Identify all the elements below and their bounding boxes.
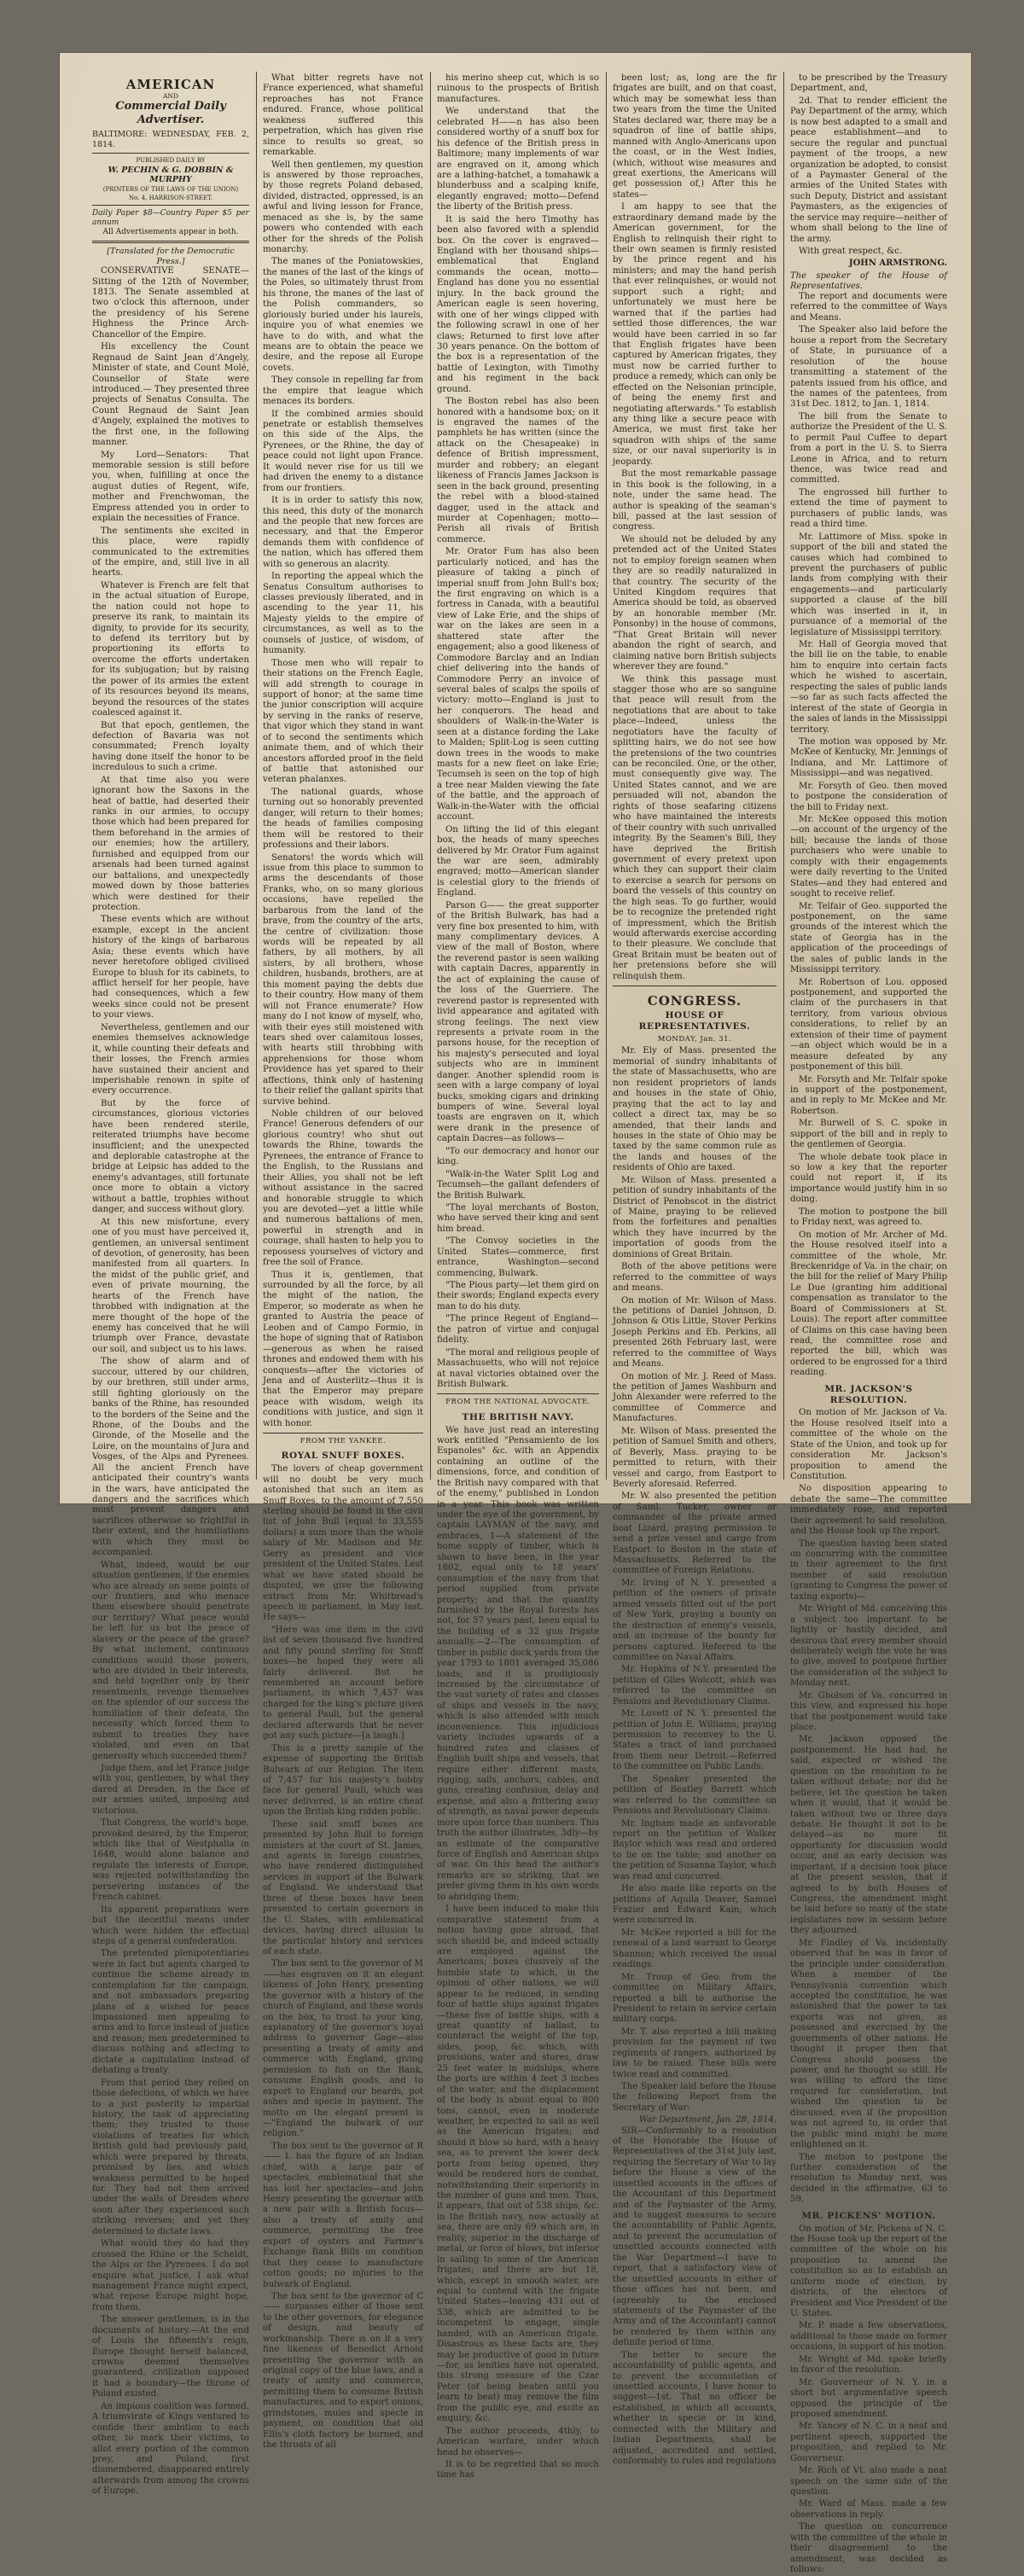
- column-5-body-4: [790, 2224, 947, 2576]
- published-by: PUBLISHED DAILY BY: [136, 157, 206, 165]
- masthead-and: AND: [163, 92, 178, 101]
- paragraph: If the combined armies should penetrate or establish themselves on this side of the Alps, the Pyrenees, or the Rhine, the day of peace could not light upon France. It would never rise for us till we had driven the enemy to a distance from our frontiers.: [263, 409, 423, 493]
- paragraph: What bitter regrets have not France experienced, what shameful reproaches has not France endured. France, whose political weakness suffered this perpetration, which has given rise since to results so great, so remarkable.: [263, 73, 423, 158]
- article-heading: MR. JACKSON'S RESOLUTION.: [824, 1383, 913, 1405]
- column-5-body-2: [790, 292, 947, 1379]
- paragraph: The question having been stated on concurring with the committee in their agreement to the first member of said resolution (granting to Congress the power of taxing exports)—: [790, 1538, 947, 1602]
- paragraph: The box sent to the governor of C—— surpasses either of those sent to the other governors, for elegance of design, and beauty of workmanship. There is on it a very fine likeness of Benedict Arnold presenting the governor with an original copy of the blue laws, and a treaty of amity and commerce, permitting them to consume British manufactures, and to export onions, grindstones, mules and specie in payment, on condition that old Ellis's cloth factory be burned, and the throats of all: [263, 2291, 423, 2451]
- house-heading: HOUSE OF REPRESENTATIVES.: [638, 1010, 751, 1032]
- masthead-subtitle: Commercial Daily Advertiser.: [115, 100, 226, 127]
- paragraph: From that period they relied on those defections, of which we have to a just posterity to impartial history, the task of appreciating them; they trusted to those violations of treaties for which British gold had previously paid, which were prepared by threats, promised by lies, and which weakness permitted to be hoped for. They had not then arrived under the walls of Dresden where soon after they experienced such striking reverses; and yet they determined to dictate laws.: [92, 2078, 249, 2236]
- paragraph: What, indeed, would be our situation gentlemen, if the enemies who are already on some points of our frontiers, and who menace them elsewhere should penetrate our territory? What peace would be left for us but the peace of slavery or the peace of the grave? By what inclement, continuous conditions would those powers, who are divided in their interests, and held together only by their resentments, revenge themselves on the splendor of our success the humiliation of their defeats, the necessity which forced them to submit to treaties they have violated, and even on that generosity which succeeded them?: [92, 1560, 249, 1761]
- paragraph: These events which are without example, except in the ancient history of the kings of barbarous Asia; these events which have never heretofore obliged civilised Europe to blush for its cabinets, to afflict herself for her people, have had consequences, which a few weeks since could not be present to your views.: [92, 915, 249, 1021]
- paragraph: The better to secure the accountability of public agents, and to prevent the accumulation of unsettled accounts, I have honor to suggest—1st. That no officer be established, in which all accounts, whether in specie or in kind, connected with the Military and Indian Departments, shall be adjusted, accredited and settled, conformably to rules and regulations: [613, 2350, 777, 2467]
- divider: [92, 241, 249, 243]
- paragraph: The motion to postpone the further consideration of the resolution to Monday next, was decided in the affirmative, 63 to 59.: [790, 2152, 947, 2205]
- paragraph: It is in order to satisfy this now, this need, this duty of the monarch and the people that new forces are necessary, and that the Emperor demands them with confidence of the nation, which has offered them with so generous an alacrity.: [263, 496, 423, 569]
- paragraph: On motion of Mr. J. Reed of Mass. the petition of James Washburn and John Alexander were referred to the committee of Commerce and Manufactures.: [613, 1371, 777, 1424]
- paragraph: Mr. Wilson of Mass. presented the petition of Samuel Smith and others, of Beverly, Mass. praying to be permitted to return, with their vessel and cargo, from Eastport to Beverly aforesaid. Referred.: [613, 1426, 777, 1489]
- paragraph: But the most remarkable passage in this book is the following, in a note, under the same head. The author is speaking of the seaman's bill, passed at the last session of congress.: [613, 469, 777, 532]
- column-rule: [430, 72, 431, 1480]
- paragraph: CONSERVATIVE SENATE—Sitting of the 12th of November, 1813. The Senate assembled at two o'clock this afternoon, under the presidency of his Serene Highness the Prince Arch-Chancellor of the Empire.: [92, 266, 249, 340]
- paragraph: The author proceeds, 4thly, to American warfare, under which head he observes—: [437, 2426, 599, 2457]
- paragraph: This is a pretty sample of the expense of supporting the British Bulwark of our Religion. The item of 7,457 for his majesty's bobby face for general Pauli, which was never delivered, is an entire cheat upon the British king ridden public.: [263, 1743, 423, 1817]
- paragraph: The report and documents were referred to the committee of Ways and Means.: [790, 292, 947, 323]
- paragraph: Mr. Findley of Va. incidentally observed that he was in favor of the principle under consideration. When a member of the Pennsylvania convention which accepted the constitution, he was astonished that the power to tax exports was not given, as possessed and exercised by the governments of other nations. He thought it proper then that Congress should possess the power, and he thought so still. He was willing to afford the time required for consideration, but wished the question to be discussed, even if the proposition was not agreed to, in order that the public mind might be more enlightened on it.: [790, 1938, 947, 2150]
- paragraph: The question on concurrence with the committee of the whole in their disagreement to the amendment, was decided as follows:: [790, 2522, 947, 2575]
- paragraph: On motion of Mr. Pickens of N. C. the House took up the report of the committee of the whole on his proposition to amend the constitution so as to establish an uniform mode of election, by districts, of the electors of President and Vice President of the U. States.: [790, 2224, 947, 2319]
- paragraph: He also made like reports on the petitions of Aquila Deaver, Samuel Frazier and Edward Kain; which were concurred in.: [613, 1884, 777, 1926]
- paragraph: The national guards, whose turning out so honorably prevented danger, will return to their homes; the heads of families composing them will be restored to their professions and their labors.: [263, 787, 423, 851]
- paragraph: Mr. Telfair of Geo. supported the postponement, on the same grounds of the interest which the state of Georgia has in the application of the proceedings of the sales of public lands in the Mississippi territory.: [790, 901, 947, 975]
- paragraph: We have just read an interesting work entitled "Pensamiento de los Espanoles" &c. with an Appendix containing an outline of the dimensions, force, and condition of the British navy compared with that of the enemy," published in London in a year. This book was written under the eye of the government, by captain LAYMAN of the navy, and embraces, 1—A statement of the home supply of timber, which is shown to have been, in the year 1802, equal only to 18 years' consumption of the navy from that period supplied from private property; and that the quantity furnished by the Royal forests has not, for 57 years past, been equal to the building of a 32 gun frigate annually.—2—The consumption of timber in public dock yards from the year 1793 to 1801 averaged 35,086 loads; and it is prodigiously increased by the circumstance of the vast variety of rates and classes of ships and vessels in the navy, which is also attended with much inconvenience. This injudicious variety includes upwards of a hundred rates and classes of English built ships and vessels, that require either different masts, rigging, sails, anchors, cables, and guns, creating confusion, delay and expense, and also a frittering away of strength, as naval power depends more upon force than numbers. This truth the author illustrates, 3dly—by an estimate of the comparative force of English and American ships of war. On this head the author's remarks are so striking, that we prefer giving them in his own words to abridging them;: [437, 1425, 599, 1902]
- column-5: [790, 73, 947, 2575]
- paragraph: These said snuff boxes are presented by John Bull to foreign ministers at the court of St. James, and agents in foreign countries, who have rendered distinguished services in support of the Bulwark of England. We understand that three of these boxes have been presented to certain governors in the U. States, with emblematical devices, having direct allusion to the particular history and services of each state.: [263, 1819, 423, 1957]
- paragraph: Mr. McKee opposed this motion—on account of the urgency of the bill; because the lands of those purchasers who were unable to comply with their engagements were daily reverting to the United States—and they had entered and sought to receive relief.: [790, 815, 947, 899]
- paragraph: Mr. Gouverneur of N. Y. in a short but argumentative speech opposed the principle of the proposed amendment.: [790, 2377, 947, 2419]
- paragraph: Its apparent preparations were but the deceitful means under which were hidden the effectual steps of a general confederation.: [92, 1904, 249, 1946]
- divider: [92, 153, 249, 154]
- paragraph: His excellency the Count Regnaud de Saint Jean d'Angely, Minister of state, and Count Molé, Counsellor of State were introduced.— They presented three projects of Senatus Consulta. The Count Regnaud de Saint Jean d'Angely, explained the motives to the first one, in the following manner.: [92, 342, 250, 448]
- paragraph: Mr. Wright of Md. spoke briefly in favor of the resolution.: [790, 2354, 947, 2375]
- paragraph: Nevertheless, gentlemen and our enemies themselves acknowledge it, while counting their defeats and their losses, the French armies have sustained their ancient and imperishable renown in spite of every occurrence.: [92, 1022, 249, 1096]
- paragraph: Mr. Wilson of Mass. presented a petition of sundry inhabitants of the District of Penobscot in the district of Maine, praying to be relieved from the forfeitures and penalties which they have incurred by the importation of goods from the dominions of Great Britain.: [613, 1175, 777, 1259]
- column-4-body: [613, 73, 777, 982]
- paragraph: Mr. Ward of Mass. made a few observations in reply.: [790, 2499, 947, 2520]
- divider: [92, 205, 249, 206]
- paragraph: The pretended plenipotentiaries were in fact but agents charged to continue the scheme already in contemplation for the campaign, and not ambassadors preparing plans of a wished for peace impassioned men appealing to arms and to force instead of justice and reason; men predetermined to discuss nothing and affecting to dictate a capitulation instead of debating a treaty.: [92, 1949, 249, 2076]
- paragraph: The Speaker laid before the House the following Report from the Secretary of War:: [613, 2082, 777, 2113]
- publisher-address: No. 4, HARRISON-STREET.: [129, 194, 212, 201]
- paragraph: Mr. Troup of Geo. from the committee on Military Affairs, reported a bill to authorise the President to retain in service certain military corps.: [613, 1972, 777, 2025]
- paragraph: Mr. McKee reported a bill for the renewal of a land warrant to George Shannon; which received the usual readings.: [613, 1928, 777, 1970]
- paragraph: Senators! the words which will issue from this place to summon to arms the descendants of those Franks, who, on so many glorious occasions, have repelled the barbarous from the land of the brave, from the country of the arts, the centre of civilization: those words will be repeated by all fathers, by all mothers, by all sisters, by all brothers, whose children, husbands, brothers, are at this moment paying the debts due to their country. How many of them will not France enumerate? How many do I not know of myself, who, with their eyes still moistened with tears shed over calamitous losses, with hearts still throbbing with apprehensions for those whom Providence has yet spared to their affections, think only of hastening to their relief the gallant spirits that survive behind.: [263, 852, 423, 1107]
- paragraph: That Congress, the world's hope, provoked desired, by the Emperor, which like that of Westphalia in 1648, would alone balance and regulate the interests of Europe, was rejected notwithstanding the persevering instances of the French cabinet.: [92, 1818, 249, 1903]
- paragraph: Mr. W. also presented the petition of Saml. Tucker, owner or commander of the private armed boat Lizard, praying permission to send a prize vessel and cargo from Eastport to Boston in the state of Massachusetts. Referred to the committee of Foreign Relations.: [613, 1492, 777, 1576]
- paragraph: But by the force of circumstances, glorious victories have been rendered sterile, reiterated triumphs have become insufficient; and the unexpected and deplorable catastrophe at the bridge at Leipsic has added to the enemy's advantages, still fortunate once more to obtain a victory without a battle, trophies without danger, and success without glory.: [92, 1098, 249, 1215]
- paragraph: At that time also you were ignorant how the Saxons in the heat of battle, had deserted their ranks in our armies, to occupy those which had been prepared for them beforehand in the armies of our enemies; how the artillery, furnished and equipped from our arsenals had been turned against our battalions, and unexpectedly mowed down by those batteries which were destined for their protection.: [92, 775, 249, 912]
- column-1: [92, 73, 250, 2497]
- paragraph: to be prescribed by the Treasury Department, and,: [790, 73, 947, 94]
- article-heading: ROYAL SNUFF BOXES.: [281, 1451, 405, 1462]
- subscription-terms: Daily Paper $8—Country Paper $5 per annum: [92, 209, 249, 228]
- paragraph: I am happy to see that the extraordinary demand made by the American government, for the English to relinquish their right to their own seamen is firmly resisted by the prince regent and his ministers; and may the hand perish that ever relinquishes, or would not support such a right; and unfortunately we must here be warned that if the parties had settled those differences, the war would have been carried in so far that English frigates have been captured by American frigates, they must now be carried further to produce a remedy, which can only be effected on the Nelsonian principle, of being the enemy first and negotiating afterwards." To establish any thing like a secure peace with America, we must first take her squadron with ships of the same size, or our naval superiority is in jeopardy.: [613, 202, 777, 467]
- paragraph: "The moral and religious people of Massachusetts, who will not rejoice at naval victories obtained over the British Bulwark.: [437, 1347, 599, 1389]
- paragraph: Mr. Forsyth of Geo. then moved to postpone the consideration of the bill to Friday next.: [790, 781, 947, 812]
- paragraph: With great respect, &c.: [799, 247, 903, 256]
- paragraph: The Boston rebel has also been honored with a handsome box; on it is engraved the names of the pamphlets he has written (since the attack on the Chesapeake) in defence of British impressment, murder and robbery; an elegant likeness of Francis James Jackson is seen in the back ground, presenting the rebel with a blood-stained dagger, used in the attack and murder at Copenhagen; motto—Perish all rivals of British commerce.: [437, 397, 599, 544]
- paragraph: I have been induced to make this comparative statement from a notion having gone abroad, that such should be, and indeed actually are employed against the Americans; boxes clusively of the humble state to which, in the opinion of other nations, we will appear to be reduced, in sending four of battle ships against frigates—these five of battle ships, with a great quantity of ballast, to counteract the weight of the top, sides, poop, &c. which, with provisions, water and stores, draw 25 feet water in midships, where the ports are within 4 feet 3 inches of the water, and the displacement of the body is about equal to 800 tons, cannot, even in moderate weather, be expected to sail as well as the American frigates; and should it blow so hard, with a heavy sea, as to prevent the lower deck ports from being opened, they would be rendered hors de combat, notwithstanding their superiority in the number of guns and men. Thus, it appears, that out of 538 ships, &c. in the British navy, now actually at sea, there are only 69 which are, in reality, superior in the discharge of metal, or force of blows, but inferior in sailing to some of the American frigates; and there are but 18, which, except in smooth water, are equal to contend with the frigate United States—leaving 431 out of 538, which are admitted to be incompetent to engage, single handed, with an American frigate. Disastrous as these facts are, they may be productive of good in future—for, as lenities have not operated, this strong measure of the Czar Peter (of being beaten until you learn to beat) may remove the film from the public eye, and excite an enquiry, &c.: [437, 1904, 599, 2424]
- paragraph: The manes of the Poniatowskies, the manes of the last of the kings of the Poles, so ultimately thrust from his throne, the manes of the last of the Polish commanders, so gloriously buried under his laurels, inquire you of what enemies we have to do with, and what the means are to obtain the peace we desire, and the repose all Europe covets.: [263, 257, 423, 373]
- column-rule: [256, 72, 257, 1480]
- paragraph: "Here was one item in the civil list of seven thousand five hundred and fifty pound sterling for Snuff boxes—he hoped they were all fairly delivered. But he remembered an account before parliament, in which 7,457 was charged for the king's picture given to general Pauli, but the general declared afterwards that he never got any such picture—[a laugh.]: [263, 1625, 423, 1742]
- paragraph: The engrossed bill further to extend the time of payment to purchasers of public lands, was read a third time.: [790, 487, 947, 530]
- paragraph: The sentiments she excited in this place, were rapidly communicated to the extremities of the empire, and, still live in all hearts.: [92, 526, 249, 579]
- column-1-body: [92, 266, 249, 2497]
- paragraph: Mr. Burwell of S. C. spoke in support of the bill and in reply to the gentlemen of Georgia.: [790, 1119, 947, 1150]
- signature: JOHN ARMSTRONG.: [848, 259, 947, 269]
- column-3-body: [437, 73, 599, 1390]
- newspaper-page: [60, 53, 971, 2575]
- paragraph: Mr. Yancey of N. C. in a neat and pertinent speech, supported the proposition, and replied to Mr. Gouverneur.: [790, 2422, 947, 2463]
- paragraph: The whole debate took place in so low a key that the reporter could not report it, if its importance would justify him in so doing.: [790, 1152, 947, 1205]
- translation-note: [Translated for the Democratic Press.]: [107, 246, 235, 266]
- paragraph: In reporting the appeal which the Senatus Consultum authorises to classes previously liberated, and in ascending to the year 11, his Majesty yields to the empire of circumstances, as well as to the counsels of justice, of wisdom, of humanity.: [263, 572, 423, 656]
- paragraph: We understand that the celebrated H——n has also been considered worthy of a snuff box for his defence of the British press in Baltimore; many implements of war are engraved on it, among which are a lathing-hatchet, a tomahawk a blunderbuss and a scalping knife, elegantly engraved; motto—Defend the liberty of the British press.: [437, 107, 599, 212]
- paragraph: Parson G—— the great supporter of the British Bulwark, has had a very fine box presented to him, with many complimentary devices. A view of the mall of Boston, where the reverend pastor is seen walking with captain Dacres, apparently in the act of explaining the cause of the loss of the Guerriere. The reverend pastor is represented with livid appearance and agitated with strong feelings. The next view represents a private room in the parsons house, for the reception of his majesty's persecuted and loyal subjects who are in imminent danger. Another splendid room is seen with a large company of loyal bucks, smoking cigars and drinking bumpers of wine. Several loyal toasts are engraven on it, which were drank in the presence of captain Dacres—as follows—: [437, 900, 599, 1144]
- source-line: FROM THE YANKEE.: [300, 1437, 387, 1446]
- publishers: W. PECHIN & G. DOBBIN & MURPHY: [108, 165, 234, 185]
- paragraph: 2d. That to render efficient the Pay Department of the army, which is now best adapted to a small and peace establishment—and to secure the regular and punctual payment of the troops, a new organization be adopted, to consist of a Paymaster General of the armies of the United States with such Deputy, District and assistant Paymasters, as the exigencies of the service may require—neither of whom shall belong to the line of the army.: [790, 96, 947, 244]
- column-3-body-2: [437, 1426, 599, 2481]
- paragraph: "The loyal merchants of Boston, who have served their king and sent him bread.: [437, 1202, 599, 1234]
- paragraph: On motion of Mr. Jackson of Va. the House resolved itself into a committee of the whole on the State of the Union, and took up for consideration Mr. Jackson's proposition to amend the Constitution.: [790, 1408, 947, 1481]
- paragraph: "The Pious party—let them gird on their swords; England expects every man to do his duty.: [437, 1281, 599, 1311]
- session-date: MONDAY, Jan. 31.: [657, 1035, 732, 1044]
- paragraph: An impious coalition was formed. A triumvirate of Kings ventured to confide their ambition to each other, to mark their victims, to allot every portion of the common prey, and Poland, first dismembered, disappeared entirely afterwards from among the crowns of Europe.: [92, 2401, 249, 2497]
- paragraph: Mr. Hall of Georgia moved that the bill lie on the table, to enable him to enquire into certain facts which he wished to ascertain, respecting the sales of public lands—so far as such facts affected the interest of the state of Georgia in the sales of lands in the Mississippi territory.: [790, 640, 947, 735]
- column-5-body-3: [790, 1408, 947, 2205]
- paragraph: Both of the above petitions were referred to the committee of ways and means.: [613, 1262, 777, 1294]
- article-heading: THE BRITISH NAVY.: [462, 1411, 574, 1422]
- paragraph: The motion was opposed by Mr. McKee of Kentucky, Mr. Jennings of Indiana, and Mr. Lattimore of Mississippi—and was negatived.: [790, 736, 947, 779]
- ads-note: All Advertisements appear in both.: [102, 228, 239, 236]
- paragraph: No disposition appearing to debate the same—The committee immediately rose, and reported their agreement to said resolution, and the House took up the report.: [790, 1484, 947, 1537]
- paragraph: Mr. Hopkins of N.Y. presented the petition of Giles Wolcott, which was referred to the committee on Pensions and Revolutionary Claims.: [613, 1665, 777, 1707]
- paragraph: Mr. Robertson of Lou. opposed postponement, and supported the claim of the purchasers in that territory, from various obvious considerations, to relief by an extension of their time of payment—an object which would be in a measure defeated by any postponement of this bill.: [790, 977, 947, 1073]
- divider: [437, 1393, 599, 1394]
- dept-dateline: War Department, Jan. 28, 1814.: [638, 2115, 777, 2125]
- paragraph: been lost; as, long are the fir frigates are built, and on that coast, which may be somewhat less than two years from the time the United States declared war, there may be a squadron of line of battle ships, manned with Anglo-Americans upon the coast, or in the West Indies, (which, without wise measures and great exertions, the Americans will get possession of,) After this he states—: [613, 73, 777, 200]
- article-heading: MR. PICKENS' MOTION.: [801, 2210, 936, 2221]
- paragraph: Thus it is, gentlemen, that surrounded by all the force, by all the might of the nation, the Emperor, so moderate as when he granted to Austria the peace of Leoben and of Campo Formio, in the hope of signing that of Ratisbon—generous as when he raised thrones and endowed them with his conquests—after the victories of Jena and of Austerlitz—thus it is that the Emperor may prepare peace with wisdom, weigh its conditions with justice, and sign it with honor.: [263, 1270, 423, 1428]
- paragraph: Mr. Ely of Mass. presented the memorial of sundry inhabitants of the state of Massachusetts, who are non resident proprietors of lands and houses in the state of Ohio, praying that the act to lay and collect a direct tax, may be so amended, that their lands and houses in the state of Ohio may be taxed by the same common rule as the lands and houses of the residents of Ohio are taxed.: [613, 1046, 777, 1173]
- paragraph: Judge them, and let France judge with you, gentlemen, by what they dared at Dresden, in the face of our armies united, imposing and victorious.: [92, 1763, 249, 1816]
- paragraph: The Speaker also laid before the house a report from the Secretary of State, in pursuance of a resolution of the house transmitting a statement of the patents issued from his office, and the names of the patentees, from 31st Dec. 1812, to Jan. 1, 1814.: [790, 325, 947, 410]
- paragraph: They console in repelling far from the empire that league which menaces its borders.: [263, 375, 423, 407]
- paragraph: SIR—Conformably to a resolution of the Honorable the House of Representatives of the 31st July last, requiring the Secretary of War to lay before the House a view of the unsettled accounts in the offices of the Accountant of this Department and of the Paymaster of the Army, and to suggest measures to secure the accountability of Public Agents, and to prevent the accumulation of unsettled accounts connected with the War Department—I have to report, that a satisfactory view of the unsettled accounts in either of those offices has not been, and (agreeably to the enclosed statements of the Paymaster of the Army and of the Accountant) cannot be rendered by them within any definite period of time.: [613, 2125, 777, 2348]
- paragraph: At this new misfortune, every one of you must have perceived it, gentlemen, an universal sentiment of devotion, of generosity, has been manifested from all quarters. In the midst of the public grief, and even of private mourning, the hearts of the French have throbbed with indignation at the mere thought of the hope of the enemy has conceived that he will triumph over France, devastate our soil, and subject us to his laws.: [92, 1217, 249, 1354]
- paragraph: Mr. Rich of Vt. also made a neat speech on the same side of the question.: [790, 2466, 947, 2497]
- paragraph: Mr. Irving of N. Y. presented a petition of the owners of private armed vessels fitted out of the port of New York, praying a bounty on the destruction of enemy's vessels, and an increase of the bounty for persons captured. Referred to the committee on Naval Affairs.: [613, 1578, 777, 1662]
- paragraph: Mr. Lattimore of Miss. spoke in support of the bill and stated the causes which had combined to prevent the purchasers of public lands from complying with their engagements—and particularly supported a clause of the bill which was inserted in it, in pursuance of a memorial of the legislature of Mississippi territory.: [790, 532, 947, 637]
- paragraph: "To our democracy and honor our king.: [437, 1146, 599, 1167]
- column-rule: [606, 72, 607, 1480]
- paragraph: Mr. Ingham made an unfavorable report on the petition of Walker Baylor which was read and ordered to lie on the table; and another on the petition of Susanna Taylor, which was read and concurred.: [613, 1818, 777, 1881]
- paragraph: Mr. Jackson opposed the postponement. He had had, he said, expected or wished the question on the resolution to be taken without debate; nor did he believe, let the question be taken when it would, that it would be taken without two or three days debate. He thought it not to be delayed—as no more fit opportunity for discussion would occur, and an early decision was important, if a decision took place at the present session, that if agreed to by both Houses of Congress, the amendment might be laid before so many of the state legislatures now in session before they adjourned.: [790, 1735, 947, 1936]
- paragraph: Mr. Gholson of Va. concurred in this view, and expressed his hope that the postponement would take place.: [790, 1690, 947, 1733]
- column-2-body-2: [263, 1464, 423, 2451]
- paragraph: On motion of Mr. Archer of Md. the House resolved itself into a committee of the whole, Mr. Breckenridge of Va. in the chair, on the bill for the relief of Mary Philip Le Due (granting him additional compensation as translator to the Board of Commissioners at St. Louis). The report after committee of Claims on this case having been read, the committee rose and reported the bill, which was ordered to be engrossed for a third reading.: [790, 1230, 947, 1378]
- paragraph: On motion of Mr. Wilson of Mass. the petitions of Daniel Johnson, D. Johnson & Otis Little, Stover Perkins Joseph Perkins and Eb. Perkins, all presented 26th February last, were referred to the committee of Ways and Means.: [613, 1295, 777, 1369]
- paragraph: The lovers of cheap government will no doubt be very much astonished that such an item as Snuff Boxes, to the amount of 7,550 sterling should be found in the civil list of John Bull (equal to 33,555 dollars) a sum more than the whole salary of Mr. Madison and Mr. Gerry as president and vice president of the United States. Lest what we have stated should be disputed, we give the following extract from Mr. Whitbread's speech in parliament, in May last. He says—: [263, 1464, 423, 1623]
- column-rule: [783, 72, 784, 1480]
- dateline: BALTIMORE: WEDNESDAY, FEB. 2, 1814.: [92, 130, 249, 149]
- paragraph: The show of alarm and of succour, uttered by our children, by our brethren, still under arms, still fighting gloriously on the banks of the Rhine, has resounded to the borders of the Seine and the Rhone, of the Doubs and the Gironde, of the Moselle and the Loire, on the mountains of Jura and Vosges, of the Alps and Pyrenees. All the ancient French have anticipated their country's wants in the wars, have anticipated the dangers and the sacrifices which must prevent dangers and sacrifices otherwise so frightful in their extent, and the humiliations with which they must be accompanied.: [92, 1357, 249, 1558]
- masthead-title: AMERICAN: [125, 77, 216, 92]
- paragraph: We think this passage must stagger those who are so sanguine that peace will result from the negotiations that are about to take place—Indeed, unless the negotiators have the faculty of splitting hairs, we do not see how the pretensions of the two countries can be reconciled. One, or the other, must consequently give way. The United States cannot, and we are persuaded will not, abandon the rights of those seafaring citizens who have maintained the interests of their country with such unrivalled integrity. By the Seamen's Bill, they have deprived the British government of every pretext upon which they can support their claim to exercise a search for persons on board the vessels of this country on the high seas. To go further, would be to recognize the pretended right of impressment, which the British would afterwards exercise according to their pleasure. We conclude that Great Britain must be beaten out of her pretensions before she will relinquish them.: [613, 674, 777, 981]
- paragraph: It is said the hero Timothy has been also favored with a splendid box. On the cover is engraved—England with her thousand ships—emblematical that England commands the ocean, motto—England has done you no essential injury. In the back ground the American eagle is seen hovering, with one of her wings clipped with the following scrawl in one of her claws; Returned to first love after 30 years penance. On the bottom of the box is a representation of the battle of Lexington, with Timothy and his regiment in the back ground.: [437, 214, 599, 394]
- paragraph: Noble children of our beloved France! Generous defenders of our glorious country! who shut out towards the Rhine, towards the Pyrenees, the entrance of France to the English, to the Russians and their Allies, you shall not be left without assistance in the sacred and honorable struggle to which you are devoted—yet a little while and numerous battalions of men, powerful in strength and in courage, shall hasten to help you to repossess yourselves of victory and free the soil of France.: [263, 1109, 423, 1268]
- paragraph: Those men who will repair to their stations on the French Eagle, will add strength to courage in support of honor; at the same time the junior conscription will acquire by serving in the ranks of reserve, that vigor which they stand in want of to second the sentiments which animate them, and of which their ancestors afforded proof in the field of battle that astonished our veteran phalanxes.: [263, 658, 423, 785]
- column-2-body: [263, 73, 423, 1429]
- paragraph: Mr. Wright of Md. conceiving this a subject too important to be lightly or hastily decided, and desirous that every member should deliberately weigh the vote he was to give, moved to postpone further the consideration of the subject to Monday next.: [790, 1604, 947, 1689]
- addressee: The speaker of the House of Representatives.: [790, 270, 947, 291]
- paragraph: Whatever is French are felt that in the actual situation of Europe, the nation could not hope to preserve its rank, to maintain its dignity, to provide for its security, to defend its territory but by proportioning its efforts to overcome the efforts undertaken for its subjugation; but by raising the power of its armies the extent of its resources beyond its means, beyond the resources of the states coalesced against it.: [92, 580, 249, 718]
- paragraph: Mr. Lovett of N. Y. presented the petition of John E. Williams, praying permission to reconvey to the U. States a tract of land purchased from them near Detroit.—Referred to the committee on Public Lands.: [613, 1709, 777, 1772]
- paragraph: The bill from the Senate to authorize the President of the U. S. to permit Paul Cuffee to depart from a port in the U. S. to Sierra Leone in Africa, and to return thence, was twice read and committed.: [790, 411, 947, 486]
- paragraph: The motion to postpone the bill to Friday next, was agreed to.: [790, 1207, 947, 1228]
- paragraph: The answer gentlemen, is in the documents of history.—At the end of Louis the fifteenth's reign, Europe thought herself balanced, crowns deemed themselves guaranteed, civilization supposed it had a boundary—the throne of Poland existed.: [92, 2315, 249, 2399]
- source-line: FROM THE NATIONAL ADVOCATE.: [445, 1398, 591, 1407]
- paragraph: "Walk-in-the Water Split Log and Tecumseh—the gallant defenders of the British Bulwark.: [437, 1169, 599, 1201]
- column-4-body-3: [613, 2126, 777, 2468]
- paragraph: "The prince Regent of England—the patron of virtue and conjugal fidelity.: [437, 1314, 599, 1346]
- paragraph: Mr. T. also reported a bill making provision for the payment of two regiments of rangers, authorized by law to be raised. These bills were twice read and committed.: [613, 2026, 777, 2079]
- printers-note: (PRINTERS OF THE LAWS OF THE UNION): [102, 186, 239, 193]
- column-4-body-2: [613, 1046, 777, 2114]
- paragraph: The box sent to the governor of M——has engraven on it an elegant likeness of John Henry, presenting the governor with a history of the church of England, and these words on the box, to trust to your king, explanatory of the governor's loyal address to governor Gage—also presenting a treaty of amity and commerce with England, giving permission to fish on the Bank, consume English goods, and to export to England our beards, pot ashes and specie in payment. The motto on the elegant present is—"England the bulwark of our religion.": [263, 1959, 423, 2139]
- paragraph: Mr. Orator Fum has also been particularly noticed, and has the pleasure of taking a pinch of imperial snuff from John Bull's box; the first engraving on which is a fortress in Canada, with a beautiful view of Lake Erie, and the ships of war on the lakes are seen in a shattered state after the engagement; also a good likeness of Commodore Barclay and an Indian chief delivering into the hands of Commodore Perry an invoice of several bales of scalps the spoils of victory: motto—England is just to her conquerors. The head and shoulders of Walk-in-the-Water is seen at a distance fording the Lake to Malden; Split-Log is seen cutting down trees in the woods to make masts for a new fleet on lake Erie; Tecumseh is seen on the top of high a tree near Malden viewing the fate of the battle, and the approach of Walk-in-the-Water with the official account.: [437, 547, 599, 823]
- column-5-body: [790, 73, 947, 257]
- column-2: [263, 73, 423, 2451]
- paragraph: On lifting the lid of this elegant box, the heads of many speeches delivered by Mr. Orator Fum against the war are seen, admirably engraved; motto—American slander is celestial glory to the friends of England.: [437, 824, 599, 898]
- paragraph: The Speaker presented the petition of Beatley Barrett which was referred to the committee on Pensions and Revolutionary Claims.: [613, 1774, 777, 1817]
- paragraph: his merino sheep cut, which is so ruinous to the prospects of British manufactures.: [437, 73, 599, 104]
- paragraph: My Lord—Senators: That memorable session is still before you, when, fulfilling at once the august duties of Regent, wife, mother and Frenchwoman, the Empress attended you in order to explain the necessities of France.: [92, 450, 249, 524]
- congress-heading: CONGRESS.: [647, 993, 742, 1009]
- paragraph: We should not be deluded by any pretended act of the United States not to employ foreign seamen when they are so readily naturalized in that country. The security of the United Kingdom requires that America should be told, as observed by an honorable member (Mr. Ponsonby) in the house of commons, "That Great Britain will never abandon the right of search, and claiming native born British subjects wherever they are found.": [613, 534, 777, 672]
- paragraph: What would they do had they crossed the Rhine or the Scheldt, the Alps or the Pyrenees. I do not enquire what justice, I ask what management France might expect, what repose Europe might hope, from them.: [92, 2239, 249, 2312]
- paragraph: Well then gentlemen, my question is answered by those reproaches, by those regrets Poland debased, divided, distracted, oppressed, is an awful and living lesson for France, menaced as she is, by the same powers who contended with each other for the shreds of the Polish monarchy.: [263, 160, 423, 254]
- paragraph: Mr. P. made a few observations, additional to those made on former occasions, in support of his motion.: [790, 2321, 947, 2352]
- paragraph: The box sent to the governor of R—— I. has the figure of an Indian chief, with a large pair of spectacles, emblematical that she has lost her spectacles—and John Henry presenting the governor with a new pair with a British focus—also a treaty of amity and commerce, permitting the free export of oysters and Farmer's Exchange Bank Bills on condition that they cease to manufacture cotton goods; no injuries to the bulwark of England.: [263, 2141, 423, 2289]
- column-3: [437, 73, 599, 2480]
- paragraph: It is to be regretted that so much time has: [437, 2459, 599, 2480]
- paragraph: Mr. Forsyth and Mr. Telfair spoke in support of the postponement, and in reply to Mr. McKee and Mr. Robertson.: [790, 1074, 947, 1116]
- column-4: [613, 73, 777, 2467]
- paragraph: But that epoch, gentlemen, the defection of Bavaria was not consummated; French loyalty having done itself the honor to be incredulous to such a crime.: [92, 720, 249, 773]
- paragraph: "The Convoy societies in the United States—commerce, first entrance, Washington—second commencing, Bulwark.: [437, 1236, 599, 1278]
